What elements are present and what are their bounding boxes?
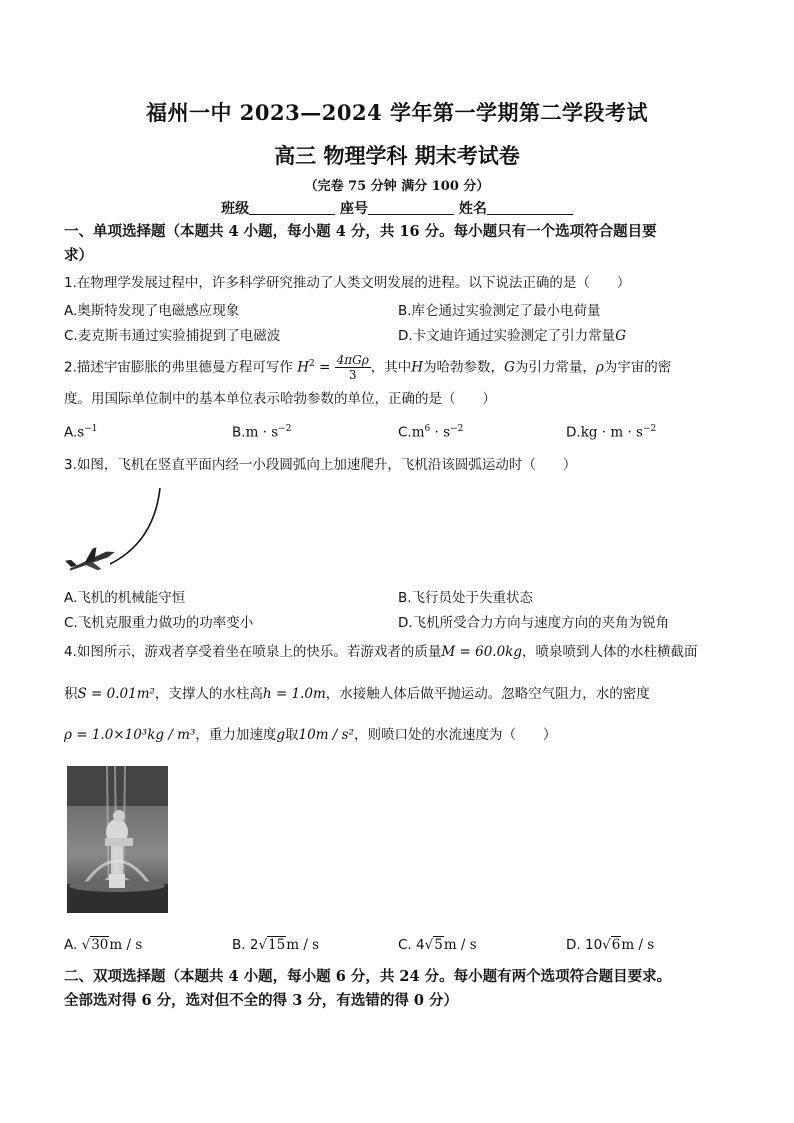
- q3-option-d[interactable]: D.飞机所受合力方向与速度方向的夹角为锐角: [398, 615, 670, 631]
- q1-option-a[interactable]: A.奥斯特发现了电磁感应现象: [64, 303, 240, 319]
- class-blank[interactable]: [249, 200, 335, 215]
- q4-stem-line3: ρ = 1.0×10³kg / m³，重力加速度g取10m / s²，则喷口处的水流速度为（ ）: [64, 727, 557, 743]
- q4-option-a[interactable]: A. √30m / s: [64, 937, 143, 953]
- airplane-icon: [64, 542, 118, 576]
- q3-option-a[interactable]: A.飞机的机械能守恒: [64, 590, 186, 606]
- q2-stem-line2: 度。用国际单位制中的基本单位表示哈勃参数的单位，正确的是（ ）: [64, 391, 496, 407]
- q3-stem: 3.如图，飞机在竖直平面内经一小段圆弧向上加速爬升，飞机沿该圆弧运动时（ ）: [64, 457, 577, 473]
- q2-option-b[interactable]: $B.m \cdot s^{-2}$: [232, 424, 292, 441]
- fountain-photo: [67, 766, 168, 913]
- q4-stem-line1: 4.如图所示，游戏者享受着坐在喷泉上的快乐。若游戏者的质量M = 60.0kg，喷泉喷到人体的水柱横截面: [64, 644, 698, 660]
- q4-option-d[interactable]: D. 10√6m / s: [566, 937, 655, 953]
- arc-path: [110, 488, 160, 564]
- q1-option-c[interactable]: C.麦克斯韦通过实验捕捉到了电磁波: [64, 328, 281, 344]
- q3-option-c[interactable]: C.飞机克服重力做功的功率变小: [64, 615, 254, 631]
- section2-heading: 二、双项选择题（本题共 4 小题，每小题 6 分，共 24 分。每小题有两个选项符合题目要求。 全部选对得 6 分，选对但不全的得 3 分，有选错的得 0 分）: [64, 968, 672, 1009]
- q1-stem: 1.在物理学发展过程中，许多科学研究推动了人类文明发展的进程。以下说法正确的是（ ）: [64, 275, 631, 291]
- section1-heading: 一、单项选择题（本题共 4 小题，每小题 4 分，共 16 分。每小题只有一个选项符合题目要 求）: [64, 223, 657, 264]
- seat-label: 座号: [340, 201, 368, 217]
- q1-option-d[interactable]: D.卡文迪许通过实验测定了引力常量G: [398, 328, 626, 344]
- exam-subtitle: 高三 物理学科 期末考试卷: [274, 143, 520, 168]
- q2-option-c[interactable]: $C.m^6 \cdot s^{-2}$: [398, 424, 464, 441]
- class-label: 班级: [221, 201, 250, 217]
- q4-option-c[interactable]: C. 4√5m / s: [398, 937, 477, 953]
- q2-option-a[interactable]: $A.s^{-1}$: [64, 424, 98, 441]
- q1-option-b[interactable]: B.库仑通过实验测定了最小电荷量: [398, 303, 601, 319]
- q2-fraction: $\frac{\text{4πGρ}}{3}$: [336, 353, 369, 382]
- student-info-fields: [0, 198, 794, 218]
- q3-option-b[interactable]: B.飞行员处于失重状态: [398, 590, 534, 606]
- exam-title: 福州一中 2023—2024 学年第一学期第二学段考试: [145, 100, 648, 125]
- seat-blank[interactable]: [368, 200, 454, 215]
- name-label: 姓名: [458, 201, 487, 217]
- q4-option-b[interactable]: B. 2√15m / s: [232, 937, 320, 953]
- airplane-arc-figure: [64, 484, 168, 576]
- q2-stem: 2.描述宇宙膨胀的弗里德曼方程可写作 $H^2$ = $\frac{\text{4πGρ}}{3}$ ，其中H为哈勃参数，G为引力常量，ρ为宇宙的密: [64, 353, 672, 382]
- name-blank[interactable]: [487, 200, 573, 215]
- exam-duration: （完卷 75 分钟 满分 100 分）: [304, 179, 490, 194]
- q4-stem-line2: 积S = 0.01m²，支撑人的水柱高h = 1.0m，水接触人体后做平抛运动。忽略空气阻力，水的密度: [64, 686, 650, 702]
- q2-option-d[interactable]: $D.kg \cdot m \cdot s^{-2}$: [566, 424, 657, 441]
